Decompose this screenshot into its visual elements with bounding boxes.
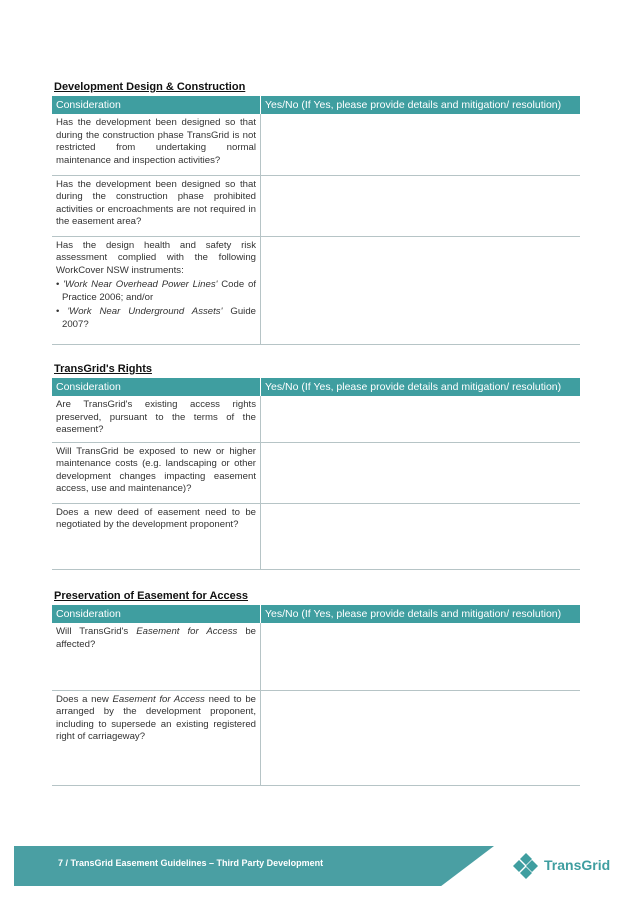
consideration-text: Has the development been designed so that during the construction phase TransGrid is not restricted from undertaking normal maintenance and inspection activities?	[52, 114, 261, 175]
page-footer	[14, 846, 626, 886]
consideration-table	[52, 378, 580, 570]
consideration-text: Does a new	[56, 693, 113, 705]
section-transgrid-rights	[52, 363, 580, 570]
response-cell[interactable]	[261, 396, 581, 442]
section-title: Preservation of Easement for Access	[54, 590, 249, 602]
column-header-yes-no: Yes/No (If Yes, please provide details and mitigation/ resolution)	[261, 378, 581, 396]
section-easement-access	[52, 590, 580, 786]
bullet-text: Code of Practice 2006; and/or	[62, 279, 256, 303]
consideration-emphasis: Easement for Access	[112, 693, 205, 705]
response-cell[interactable]	[261, 114, 581, 175]
consideration-text: Does a new deed of easement need to be negotiated by the development proponent?	[52, 503, 261, 569]
consideration-emphasis: Easement for Access	[136, 626, 238, 637]
response-cell[interactable]	[261, 175, 581, 236]
consideration-text: Are TransGrid's existing access rights preserved, pursuant to the terms of the easement?	[52, 396, 261, 442]
response-cell[interactable]	[261, 623, 581, 690]
section-title: TransGrid's Rights	[54, 363, 152, 375]
bullet-item	[56, 306, 256, 331]
transgrid-logo-icon	[510, 852, 540, 880]
section-design-construction	[52, 81, 580, 345]
bullet-emphasis: 'Work Near Overhead Power Lines'	[63, 279, 218, 291]
section-title: Development Design & Construction	[54, 81, 246, 93]
consideration-text: be affected?	[56, 626, 256, 650]
consideration-table	[52, 96, 580, 345]
table-row	[52, 396, 580, 442]
column-header-consideration: Consideration	[52, 96, 261, 114]
consideration-text: Has the development been designed so that during the construction phase prohibited activities or encroachments are not required in the easement area?	[52, 175, 261, 236]
table-row	[52, 503, 580, 569]
consideration-cell	[52, 690, 261, 785]
response-cell[interactable]	[261, 503, 581, 569]
bullet-text: Guide 2007?	[62, 306, 256, 331]
bullet-item	[56, 279, 256, 304]
consideration-table	[52, 605, 580, 786]
table-row	[52, 442, 580, 503]
table-row	[52, 236, 580, 344]
column-header-consideration: Consideration	[52, 605, 261, 623]
consideration-text: Will TransGrid's	[56, 626, 137, 637]
table-row	[52, 114, 580, 175]
response-cell[interactable]	[261, 442, 581, 503]
column-header-yes-no: Yes/No (If Yes, please provide details and mitigation/ resolution)	[261, 605, 581, 623]
consideration-text: Has the design health and safety risk assessment complied with the following WorkCover NSW instruments:	[56, 239, 256, 276]
table-row	[52, 690, 580, 785]
response-cell[interactable]	[261, 690, 581, 785]
column-header-consideration: Consideration	[52, 378, 261, 396]
table-row	[52, 623, 580, 690]
consideration-text: need to be arranged by the development proponent, including to supersede an existing registered right of carriageway?	[56, 693, 257, 743]
consideration-cell	[52, 236, 261, 344]
response-cell[interactable]	[261, 236, 581, 344]
footer-title: 7 / TransGrid Easement Guidelines – Third Party Development	[58, 858, 324, 868]
bullet-emphasis: 'Work Near Underground Assets'	[67, 306, 223, 318]
column-header-yes-no: Yes/No (If Yes, please provide details and mitigation/ resolution)	[261, 96, 581, 114]
logo-text: TransGrid	[544, 857, 611, 873]
table-row	[52, 175, 580, 236]
consideration-cell	[52, 623, 261, 690]
consideration-text: Will TransGrid be exposed to new or higher maintenance costs (e.g. landscaping or other development changes impacting easement access, use and maintenance)?	[52, 442, 261, 503]
